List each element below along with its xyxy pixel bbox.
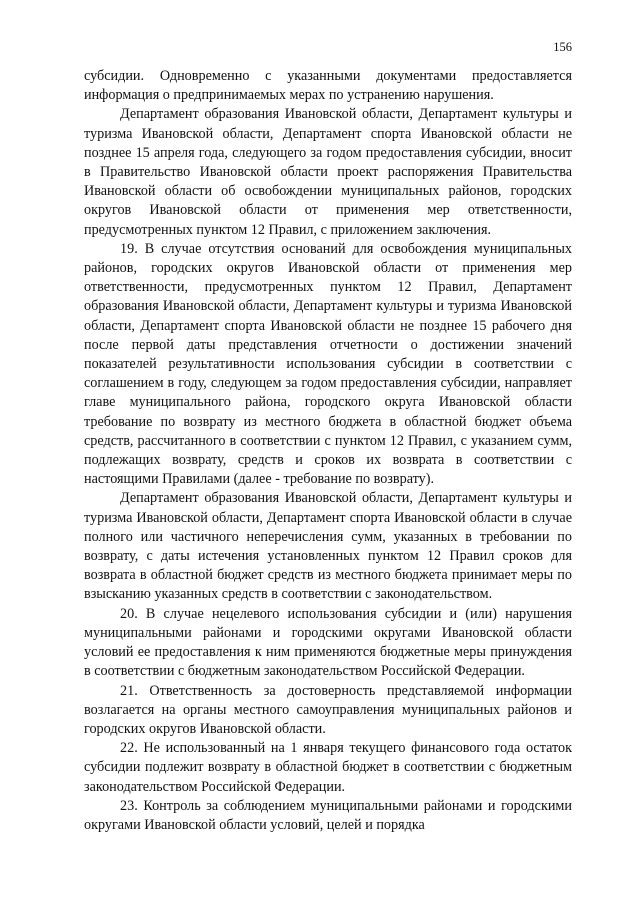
paragraph-item-20: 20. В случае нецелевого использования субсидии и (или) нарушения муниципальными районами и городскими округами Ивановской области условий ее предоставления к ним применяются бюджетные меры принуждения в соответствии с бюджетным законодательством Российской Федерации.: [84, 605, 572, 680]
paragraph-departments-proposal: Департамент образования Ивановской области, Департамент культуры и туризма Ивановской области, Департамент спорта Ивановской области не позднее 15 апреля года, следующего за годом предоставления субсидии, вносит в Правительство Ивановской области проект распоряжения Правительства Ивановской области об освобождении муниципальных районов, городских округов Ивановской области от применения мер ответственности, предусмотренных пунктом 12 Правил, с приложением заключения.: [84, 106, 572, 238]
paragraph-item-21: 21. Ответственность за достоверность представляемой информации возлагается на органы местного самоуправления муниципальных районов и городских округов Ивановской области.: [84, 682, 572, 737]
paragraph-item-23: 23. Контроль за соблюдением муниципальными районами и городскими округами Ивановской области условий, целей и порядка: [84, 797, 572, 833]
document-body: [84, 67, 572, 835]
paragraph-recovery-measures: Департамент образования Ивановской области, Департамент культуры и туризма Ивановской области, Департамент спорта Ивановской области в случае полного или частичного неперечисления сумм, указанных в требовании по возврату, с даты истечения установленных пунктом 12 Правил сроков для возврата в областной бюджет средств из местного бюджета принимает меры по взысканию указанных средств в соответствии с законодательством.: [84, 490, 572, 603]
page-number: 156: [553, 40, 572, 54]
paragraph-item-22: 22. Не использованный на 1 января текущего финансового года остаток субсидии подлежит возврату в областной бюджет в соответствии с бюджетным законодательством Российской Федерации.: [84, 740, 572, 795]
paragraph-item-19: 19. В случае отсутствия оснований для освобождения муниципальных районов, городских округов Ивановской области от применения мер ответственности, предусмотренных пунктом 12 Правил, Департамент образования Ивановской области, Департамент культуры и туризма Ивановской области, Департамент спорта Ивановской области не позднее 15 рабочего дня после первой даты представления отчетности о достижении значений показателей результативности использования субсидии в соответствии с соглашением в году, следующем за годом предоставления субсидии, направляет главе муниципального района, городского округа Ивановской области требование по возврату из местного бюджета в областной бюджет объема средств, рассчитанного в соответствии с пунктом 12 Правил, с указанием сумм, подлежащих возврату, средств и сроков их возврата в соответствии с настоящими Правилами (далее - требование по возврату).: [84, 240, 572, 488]
paragraph-continuation: субсидии. Одновременно с указанными документами предоставляется информация о предпринимаемых мерах по устранению нарушения.: [84, 68, 572, 104]
